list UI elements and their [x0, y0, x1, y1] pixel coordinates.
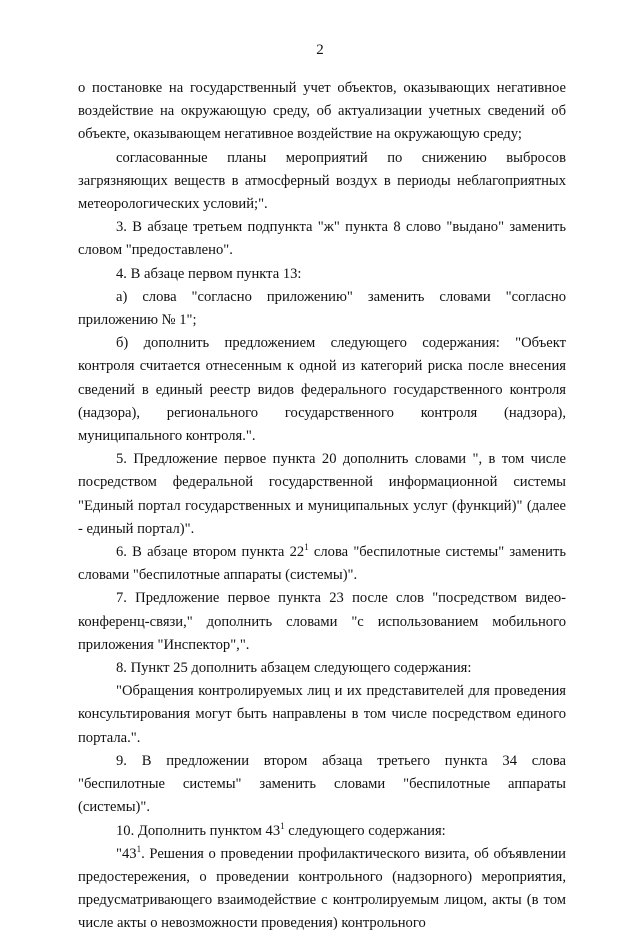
paragraph-2: согласованные планы мероприятий по снижению выбросов загрязняющих веществ в атмосферный воздух в периоды неблагоприятных метеорологических условий;".: [78, 149, 566, 213]
paragraph-6: б) дополнить предложением следующего содержания: "Объект контроля считается отнесенным к одной из категорий риска после внесения сведений в единый реестр видов федерального государственного контроля (надзора), регионального государственного контроля (надзора), муниципального контроля.".: [78, 335, 566, 445]
paragraph-14-text-before: "43: [116, 845, 137, 862]
paragraph-9: 7. Предложение первое пункта 23 после слов "посредством видео-конференц-связи," дополнить словами "с использованием мобильного приложения "Инспектор",".: [78, 590, 566, 653]
paragraph-12: 9. В предложении втором абзаца третьего пункта 34 слова "беспилотные системы" заменить словами "беспилотные аппараты (системы)".: [78, 752, 566, 816]
paragraph-8-text-before: 6. В абзаце втором пункта 22: [116, 544, 305, 561]
paragraph-1: о постановке на государственный учет объектов, оказывающих негативное воздействие на окружающую среду, об актуализации учетных сведений об объекте, оказывающем негативное воздействие на окружающую среду;: [78, 80, 566, 143]
superscript-2: 1: [280, 820, 285, 831]
paragraph-3: 3. В абзаце третьем подпункта "ж" пункта 8 слово "выдано" заменить словом "предоставлено".: [78, 219, 566, 259]
document-body: [78, 77, 566, 936]
paragraph-13-text-after: следующего содержания:: [284, 822, 446, 839]
paragraph-8-text-after: слова "беспилотные системы" заменить словами "беспилотные аппараты (системы)".: [78, 544, 566, 584]
paragraph-10: 8. Пункт 25 дополнить абзацем следующего содержания:: [116, 660, 472, 677]
paragraph-13-text-before: 10. Дополнить пунктом 43: [116, 822, 281, 839]
paragraph-13: [78, 820, 566, 843]
paragraph-4: 4. В абзаце первом пункта 13:: [116, 265, 302, 282]
superscript-3: 1: [136, 843, 142, 854]
paragraph-8: [78, 541, 566, 587]
paragraph-14-text-after: . Решения о проведении профилактического визита, об объявлении предостережения, о проведении контрольного (надзорного) мероприятия, предусматривающего взаимодействие с контролируемым лицом, акты (в том числе акты о невозможности проведения) контрольного: [78, 845, 566, 932]
paragraph-5: а) слова "согласно приложению" заменить словами "согласно приложению № 1";: [78, 288, 566, 329]
page-number: 2: [316, 42, 324, 58]
paragraph-14: [78, 843, 566, 936]
paragraph-7: 5. Предложение первое пункта 20 дополнить словами ", в том числе посредством федеральной государственной информационной системы "Единый портал государственных и муниципальных услуг (функций)" (далее - единый портал)".: [78, 451, 566, 537]
paragraph-11: "Обращения контролируемых лиц и их представителей для проведения консультирования могут быть направлены в том числе посредством единого портала.".: [78, 683, 566, 746]
superscript-1: 1: [304, 542, 309, 553]
